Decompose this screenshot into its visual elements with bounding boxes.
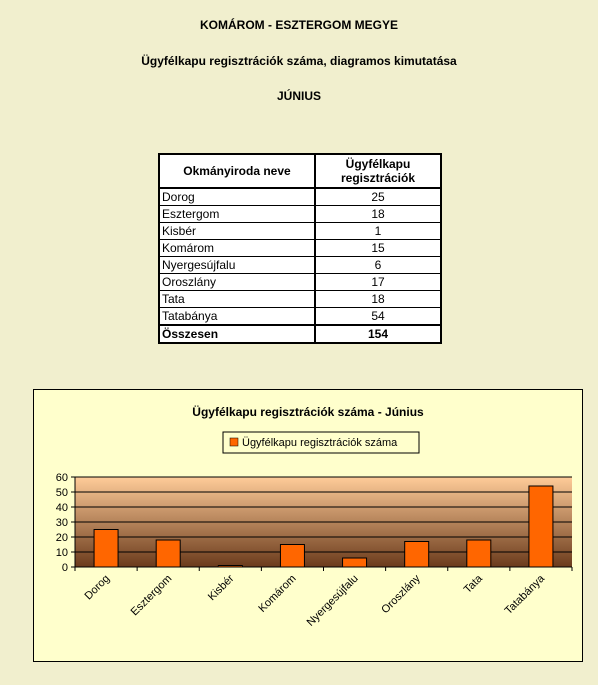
y-tick-label: 40 [55, 502, 68, 514]
table-row [159, 291, 441, 308]
column-header-office: Okmányiroda neve [159, 154, 315, 188]
y-tick-label: 20 [55, 532, 68, 544]
registration-count: 18 [315, 206, 441, 223]
report-subtitle: Ügyfélkapu regisztrációk száma, diagramos kimutatása [141, 54, 457, 68]
bar-chart [34, 390, 582, 661]
bar [405, 542, 429, 568]
bar [280, 545, 304, 568]
y-tick-label: 60 [55, 472, 68, 484]
y-tick-label: 10 [55, 547, 68, 559]
x-tick-label: Oroszlány [379, 572, 423, 617]
bar [156, 540, 180, 567]
legend-swatch [230, 438, 238, 446]
chart-legend [223, 432, 419, 453]
legend-label: Ügyfélkapu regisztrációk száma [242, 437, 398, 449]
total-value: 154 [315, 325, 441, 343]
table-header-row [159, 154, 441, 188]
x-tick-label: Nyergesújfalu [304, 572, 361, 629]
month-title: JÚNIUS [276, 89, 321, 103]
column-header-registrations: Ügyfélkapu regisztrációk [315, 154, 441, 188]
y-tick-label: 0 [61, 562, 68, 574]
registration-count: 17 [315, 274, 441, 291]
table-row [159, 257, 441, 274]
x-tick-label: Kisbér [205, 572, 237, 604]
office-name: Esztergom [159, 206, 315, 223]
bar [343, 558, 367, 567]
y-tick-label: 50 [55, 487, 68, 499]
registration-count: 6 [315, 257, 441, 274]
bar [467, 540, 491, 567]
bar [529, 486, 553, 567]
office-name: Tata [159, 291, 315, 308]
table-row [159, 223, 441, 240]
registration-count: 25 [315, 188, 441, 206]
office-name: Kisbér [159, 223, 315, 240]
office-name: Nyergesújfalu [159, 257, 315, 274]
office-name: Dorog [159, 188, 315, 206]
table-row [159, 274, 441, 291]
office-name: Tatabánya [159, 308, 315, 326]
table-row [159, 188, 441, 206]
chart-title: Ügyfélkapu regisztrációk száma - Június [192, 405, 424, 419]
table-row [159, 240, 441, 257]
x-tick-label: Dorog [82, 572, 113, 603]
y-tick-label: 30 [55, 517, 68, 529]
office-name: Komárom [159, 240, 315, 257]
x-tick-label: Tata [461, 572, 485, 596]
office-name: Oroszlány [159, 274, 315, 291]
registrations-table [158, 153, 442, 344]
x-tick-label: Tatabánya [502, 572, 548, 618]
table-row [159, 206, 441, 223]
x-tick-label: Komárom [256, 572, 299, 615]
registration-count: 54 [315, 308, 441, 326]
county-title: KOMÁROM - ESZTERGOM MEGYE [200, 18, 398, 32]
registration-count: 18 [315, 291, 441, 308]
bar [94, 530, 118, 568]
table-row [159, 308, 441, 326]
total-label: Összesen [159, 325, 315, 343]
total-row [159, 325, 441, 343]
chart-area [33, 389, 583, 662]
registration-count: 1 [315, 223, 441, 240]
registration-count: 15 [315, 240, 441, 257]
x-tick-label: Esztergom [128, 572, 175, 619]
